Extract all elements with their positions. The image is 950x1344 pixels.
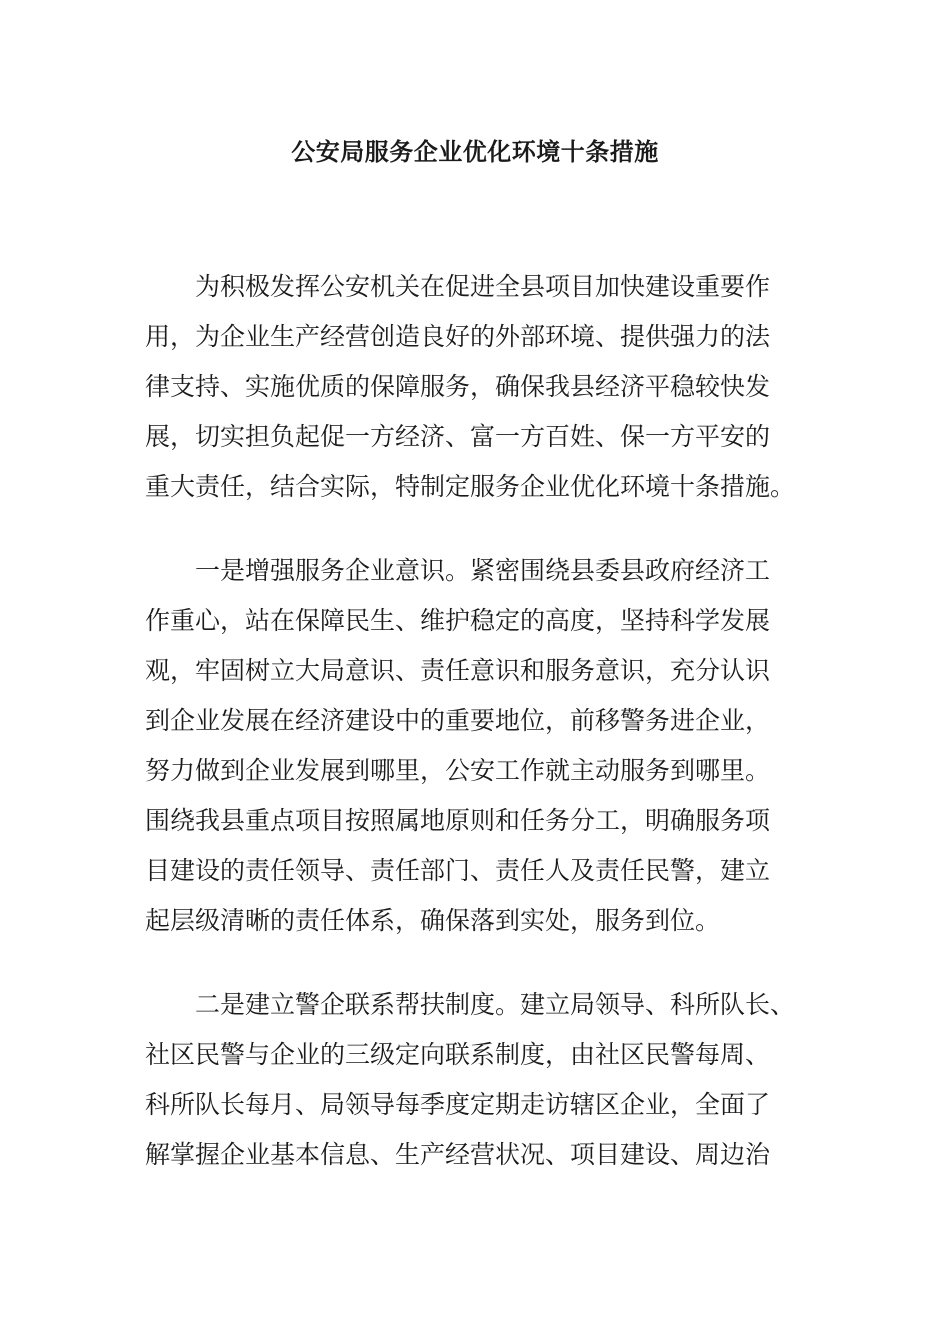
paragraph-line: 观，牢固树立大局意识、责任意识和服务意识，充分认识 [145, 656, 771, 685]
paragraph-line: 努力做到企业发展到哪里，公安工作就主动服务到哪里。 [145, 756, 771, 785]
paragraph-intro [145, 262, 795, 512]
paragraph-line: 重大责任，结合实际，特制定服务企业优化环境十条措施。 [145, 472, 796, 501]
paragraph-line: 解掌握企业基本信息、生产经营状况、项目建设、周边治 [145, 1140, 771, 1169]
document-title: 公安局服务企业优化环境十条措施 [291, 138, 659, 166]
paragraph-line: 科所队长每月、局领导每季度定期走访辖区企业，全面了 [145, 1090, 771, 1119]
paragraph-line: 目建设的责任领导、责任部门、责任人及责任民警，建立 [145, 856, 771, 885]
paragraph-measure-1 [145, 546, 795, 946]
paragraph-line: 用，为企业生产经营创造良好的外部环境、提供强力的法 [145, 322, 771, 351]
paragraph-line: 一是增强服务企业意识。紧密围绕县委县政府经济工 [195, 556, 771, 585]
paragraph-line: 社区民警与企业的三级定向联系制度，由社区民警每周、 [145, 1040, 771, 1069]
paragraph-line: 起层级清晰的责任体系，确保落到实处，服务到位。 [145, 906, 721, 935]
paragraph-line: 围绕我县重点项目按照属地原则和任务分工，明确服务项 [145, 806, 771, 835]
paragraph-measure-2 [145, 980, 795, 1180]
paragraph-line: 作重心，站在保障民生、维护稳定的高度，坚持科学发展 [145, 606, 771, 635]
paragraph-line: 二是建立警企联系帮扶制度。建立局领导、科所队长、 [195, 990, 796, 1019]
paragraph-line: 展，切实担负起促一方经济、富一方百姓、保一方平安的 [145, 422, 771, 451]
paragraph-line: 到企业发展在经济建设中的重要地位，前移警务进企业， [145, 706, 771, 735]
paragraph-line: 为积极发挥公安机关在促进全县项目加快建设重要作 [195, 272, 771, 301]
paragraph-line: 律支持、实施优质的保障服务，确保我县经济平稳较快发 [145, 372, 771, 401]
